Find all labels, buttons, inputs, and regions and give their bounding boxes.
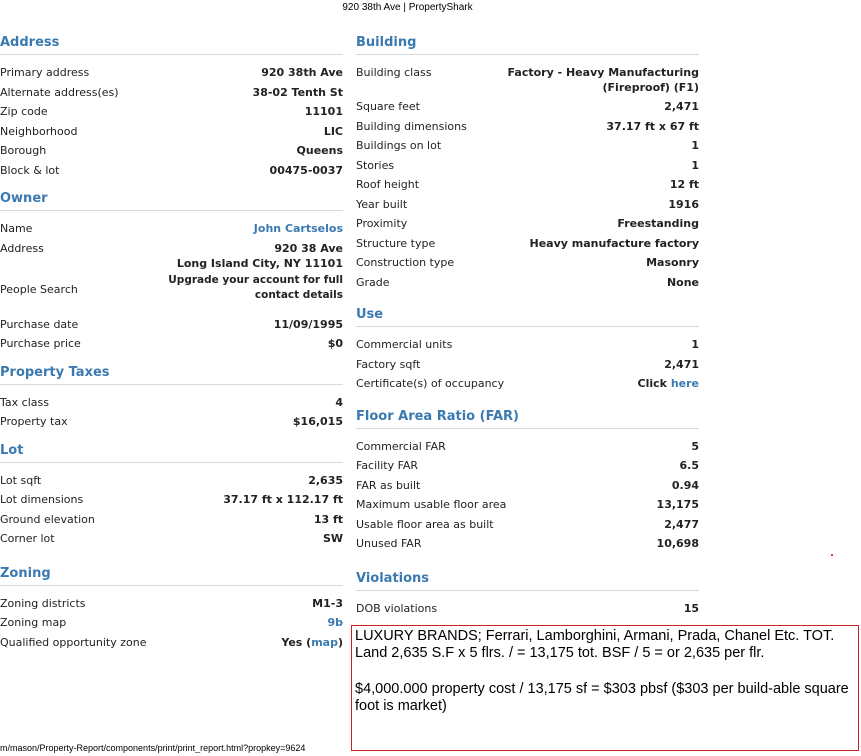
- use-row-commercial-units: [356, 335, 699, 355]
- upgrade-account-link[interactable]: [168, 273, 343, 303]
- owner-row-purchase-price: [0, 334, 343, 354]
- owner-address-line1: 920 38 Ave: [274, 241, 343, 255]
- address-row-zip: [0, 102, 343, 122]
- row-value: [281, 635, 343, 650]
- people-search-line2: contact details: [254, 288, 343, 301]
- row-value: 1: [691, 158, 699, 172]
- owner-row-purchase-date: [0, 315, 343, 335]
- row-value: 2,635: [308, 473, 343, 487]
- row-label: Structure type: [356, 236, 436, 250]
- row-label: Alternate address(es): [0, 85, 119, 99]
- row-value: Masonry: [646, 256, 699, 269]
- row-value: 2,477: [664, 517, 699, 531]
- zoning-row-map: [0, 613, 343, 633]
- building-row-structure: [356, 234, 699, 254]
- row-value: None: [666, 275, 699, 289]
- note-paragraph-2: $4,000.000 property cost / 13,175 sf = $303 pbsf ($303 per build-able square foot is market): [355, 681, 849, 714]
- row-value: 13,175: [656, 498, 699, 511]
- use-row-certificate: [356, 374, 699, 394]
- row-label: Usable floor area as built: [356, 517, 494, 531]
- row-label: People Search: [0, 282, 78, 296]
- row-value: 11101: [304, 105, 343, 118]
- row-label: Roof height: [356, 178, 420, 191]
- row-value: 11/09/1995: [273, 317, 343, 331]
- building-row-stories: [356, 156, 699, 176]
- far-row-commercial: [356, 437, 699, 457]
- row-label: FAR as built: [356, 478, 421, 492]
- row-label: Address: [0, 241, 44, 255]
- row-value: 5: [691, 439, 699, 453]
- lot-row-dimensions: [0, 490, 343, 510]
- row-label: Square feet: [356, 100, 420, 113]
- row-value: 920 38th Ave: [261, 66, 343, 79]
- far-row-usable-built: [356, 515, 699, 535]
- row-label: Building dimensions: [356, 119, 467, 133]
- row-value: 6.5: [679, 459, 699, 472]
- address-row-neighborhood: [0, 122, 343, 142]
- row-label: Purchase price: [0, 337, 81, 350]
- building-row-dimensions: [356, 117, 699, 137]
- row-value: 15: [683, 601, 699, 615]
- building-heading: Building: [356, 32, 699, 55]
- row-label: Zip code: [0, 105, 48, 118]
- row-label: Zoning districts: [0, 596, 86, 610]
- far-row-unused: [356, 534, 699, 554]
- row-value: Freestanding: [617, 217, 699, 230]
- building-row-construction: [356, 253, 699, 273]
- row-value: LIC: [323, 124, 343, 138]
- co-prefix: Click: [637, 377, 671, 390]
- row-value: 38-02 Tenth St: [252, 85, 343, 99]
- far-row-facility: [356, 456, 699, 476]
- owner-row-address: [0, 239, 343, 273]
- row-label: Corner lot: [0, 532, 55, 545]
- row-label: Maximum usable floor area: [356, 498, 507, 511]
- address-row-block-lot: [0, 161, 343, 181]
- zoning-row-districts: [0, 594, 343, 614]
- qoz-suffix: ): [337, 635, 343, 649]
- zoning-row-qoz: [0, 633, 343, 653]
- row-label: Name: [0, 222, 33, 235]
- address-row-primary: [0, 63, 343, 83]
- row-label: Stories: [356, 158, 395, 172]
- row-value: 10,698: [656, 537, 699, 550]
- lot-row-sqft: [0, 471, 343, 491]
- far-heading: Floor Area Ratio (FAR): [356, 406, 699, 429]
- violations-heading: Violations: [356, 568, 699, 591]
- use-heading: Use: [356, 304, 699, 327]
- row-value: 2,471: [664, 357, 699, 371]
- row-label: Commercial units: [356, 338, 453, 351]
- building-row-proximity: [356, 214, 699, 234]
- row-label: Commercial FAR: [356, 439, 446, 453]
- row-label: Ground elevation: [0, 512, 95, 526]
- row-value: $16,015: [292, 415, 343, 428]
- row-label: Lot dimensions: [0, 493, 84, 506]
- row-label: Property tax: [0, 415, 68, 428]
- row-value: 1: [691, 139, 699, 152]
- note-paragraph-1: LUXURY BRANDS; Ferrari, Lamborghini, Armani, Prada, Chanel Etc. TOT. Land 2,635 S.F x 5 flrs. / = 13,175 tot. BSF / 5 = or 2,635 per flr.: [355, 628, 835, 661]
- building-class-line2: (Fireproof) (F1): [602, 81, 699, 94]
- building-row-year-built: [356, 195, 699, 215]
- page-title: 920 38th Ave | PropertyShark: [342, 2, 473, 13]
- footer-url: m/mason/Property-Report/components/print/print_report.html?propkey=9624: [0, 743, 306, 753]
- row-label: Purchase date: [0, 317, 79, 331]
- row-label: Block & lot: [0, 163, 60, 177]
- row-label: Zoning map: [0, 616, 67, 629]
- row-label: DOB violations: [356, 601, 438, 615]
- row-value: SW: [322, 532, 343, 545]
- row-value: [638, 376, 699, 391]
- owner-heading: Owner: [0, 188, 343, 211]
- building-class-line1: Factory - Heavy Manufacturing: [507, 66, 699, 79]
- owner-row-name: [0, 219, 343, 239]
- lot-row-corner: [0, 529, 343, 549]
- building-row-grade: [356, 273, 699, 293]
- owner-name-link[interactable]: John Cartselos: [253, 222, 343, 235]
- annotation-note-box: [351, 625, 859, 751]
- row-label: Facility FAR: [356, 459, 419, 472]
- far-row-max-usable: [356, 495, 699, 515]
- property-taxes-heading: Property Taxes: [0, 362, 343, 385]
- row-label: Primary address: [0, 66, 90, 79]
- stray-red-mark: [831, 554, 833, 556]
- building-row-sqft: [356, 97, 699, 117]
- row-value: 4: [335, 395, 343, 409]
- row-value: M1-3: [312, 596, 343, 610]
- row-label: Year built: [356, 197, 408, 211]
- building-row-class: [356, 63, 699, 97]
- left-column: [0, 32, 343, 652]
- owner-address-line2: Long Island City, NY 11101: [176, 256, 343, 270]
- address-heading: Address: [0, 32, 343, 55]
- far-row-as-built: [356, 476, 699, 496]
- zoning-map-link[interactable]: 9b: [327, 616, 343, 629]
- tax-row-amount: [0, 412, 343, 432]
- address-row-borough: [0, 141, 343, 161]
- row-label: Neighborhood: [0, 124, 78, 138]
- row-value: Queens: [296, 144, 343, 157]
- row-label: Building class: [356, 66, 432, 79]
- row-value: 1: [691, 338, 699, 351]
- row-label: Factory sqft: [356, 357, 421, 371]
- people-search-line1: Upgrade your account for full: [168, 273, 343, 286]
- use-row-factory-sqft: [356, 355, 699, 375]
- row-value: [508, 65, 699, 95]
- violations-row-dob: [356, 599, 699, 619]
- row-label: Certificate(s) of occupancy: [356, 377, 505, 390]
- building-row-buildings-on-lot: [356, 136, 699, 156]
- right-column: [356, 32, 699, 618]
- row-label: Construction type: [356, 256, 455, 269]
- row-label: Buildings on lot: [356, 139, 442, 152]
- building-row-roof-height: [356, 175, 699, 195]
- row-label: Lot sqft: [0, 473, 42, 487]
- qoz-map-link[interactable]: map: [311, 635, 338, 649]
- zoning-heading: Zoning: [0, 563, 343, 586]
- row-value: 13 ft: [313, 512, 343, 526]
- row-value: 37.17 ft x 112.17 ft: [223, 493, 343, 506]
- owner-row-people-search: [0, 273, 343, 305]
- row-label: Qualified opportunity zone: [0, 635, 147, 649]
- row-value: 00475-0037: [269, 163, 343, 177]
- row-label: Proximity: [356, 217, 408, 230]
- row-value: [177, 241, 343, 271]
- row-value: 12 ft: [669, 178, 699, 191]
- row-value: Heavy manufacture factory: [529, 236, 699, 250]
- row-value: 37.17 ft x 67 ft: [606, 119, 699, 133]
- row-value: 2,471: [664, 100, 699, 113]
- lot-heading: Lot: [0, 440, 343, 463]
- row-label: Tax class: [0, 395, 49, 409]
- lot-row-elevation: [0, 510, 343, 530]
- row-label: Grade: [356, 275, 390, 289]
- row-value: $0: [327, 337, 343, 350]
- row-label: Borough: [0, 144, 47, 157]
- row-label: Unused FAR: [356, 537, 422, 550]
- row-value: 0.94: [671, 478, 699, 492]
- qoz-prefix: Yes (: [281, 635, 312, 649]
- row-value: 1916: [668, 197, 699, 211]
- address-row-alternate: [0, 83, 343, 103]
- tax-row-class: [0, 393, 343, 413]
- co-here-link[interactable]: here: [670, 377, 699, 390]
